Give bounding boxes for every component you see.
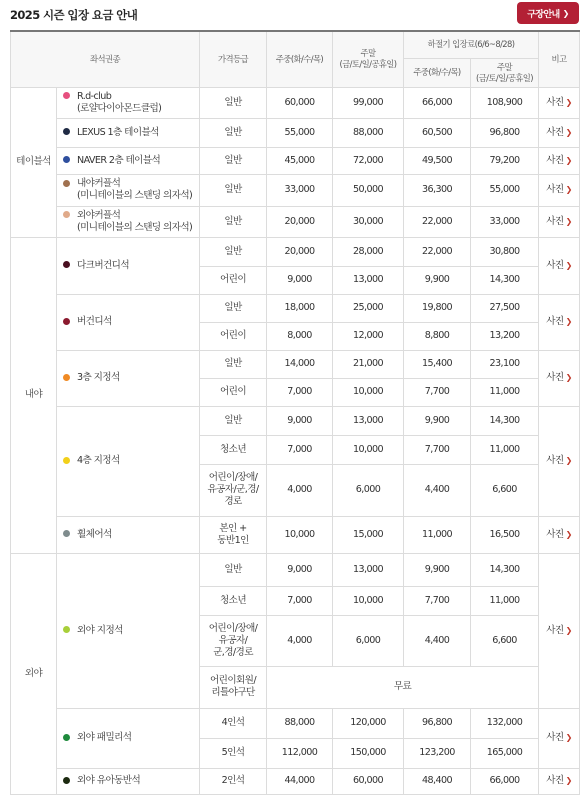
summer-weekend-price: 30,800: [471, 237, 539, 266]
seat-color-dot: [63, 777, 70, 784]
chevron-right-icon: ❯: [565, 260, 572, 270]
table-row: [11, 237, 580, 266]
table-row: [11, 206, 580, 237]
weekday-price: 88,000: [267, 708, 333, 738]
summer-weekday-price: 60,500: [404, 118, 471, 147]
weekend-price: 21,000: [333, 350, 404, 378]
summer-weekday-price: 66,000: [404, 87, 471, 118]
summer-weekday-price: 123,200: [404, 738, 471, 768]
seat-name: 외야 지정석: [77, 624, 123, 636]
weekend-price: 10,000: [333, 435, 404, 464]
seat-color-dot: [63, 128, 70, 135]
grade-cell: 어린이: [200, 322, 267, 350]
weekday-price: 45,000: [267, 147, 333, 174]
photo-link[interactable]: [539, 147, 580, 174]
photo-link[interactable]: [539, 118, 580, 147]
price-table: [10, 30, 580, 795]
weekday-price: 4,000: [267, 464, 333, 516]
summer-weekday-price: 11,000: [404, 516, 471, 553]
photo-link[interactable]: [539, 553, 580, 708]
grade-cell: 청소년: [200, 586, 267, 615]
weekday-price: 33,000: [267, 174, 333, 206]
weekend-price: 30,000: [333, 206, 404, 237]
summer-weekend-price: 13,200: [471, 322, 539, 350]
page-title: 2025 시즌 입장 요금 안내: [10, 8, 138, 22]
photo-link[interactable]: [539, 206, 580, 237]
seat-name: NAVER 2층 테이블석: [77, 154, 161, 166]
grade-cell: 일반: [200, 87, 267, 118]
summer-weekend-price: 108,900: [471, 87, 539, 118]
header-note: 비고: [539, 31, 580, 87]
summer-weekend-price: 165,000: [471, 738, 539, 768]
weekend-price: 10,000: [333, 586, 404, 615]
photo-link[interactable]: [539, 708, 580, 768]
weekday-price: 7,000: [267, 378, 333, 406]
page-header: [0, 0, 585, 30]
seat-name-cell: [57, 87, 200, 118]
seat-name: 외야 유아동반석: [77, 775, 141, 786]
weekday-price: 8,000: [267, 322, 333, 350]
table-row: [11, 87, 580, 118]
summer-weekend-price: 11,000: [471, 378, 539, 406]
header-summer-weekend: 주말 (금/토/일/공휴일): [471, 58, 539, 87]
photo-label: 사진: [546, 455, 564, 466]
summer-weekday-price: 22,000: [404, 237, 471, 266]
seat-name: 외야커플석: [77, 209, 121, 221]
weekday-price: 44,000: [267, 768, 333, 794]
summer-weekday-price: 22,000: [404, 206, 471, 237]
photo-label: 사진: [546, 316, 564, 327]
seat-chart-button-label: 구장안내: [527, 9, 560, 20]
photo-link[interactable]: [539, 516, 580, 553]
weekend-price: 15,000: [333, 516, 404, 553]
summer-weekend-price: 14,300: [471, 266, 539, 294]
seat-name-cell: [57, 294, 200, 350]
weekday-price: 14,000: [267, 350, 333, 378]
weekday-price: 9,000: [267, 553, 333, 586]
table-row: [11, 406, 580, 435]
weekend-price: 50,000: [333, 174, 404, 206]
photo-label: 사진: [546, 215, 564, 227]
seat-subtitle: (미니테이블의 스탠딩 의자석): [77, 221, 193, 233]
weekday-price: 55,000: [267, 118, 333, 147]
header-summer: 하절기 입장료(6/6~8/28): [404, 31, 539, 58]
seat-subtitle: (미니테이블의 스탠딩 의자석): [77, 190, 193, 201]
seat-name-cell: [57, 147, 200, 174]
weekday-price: 112,000: [267, 738, 333, 768]
weekday-price: 7,000: [267, 435, 333, 464]
seat-name: 휠체어석: [77, 528, 112, 540]
grade-cell: 일반: [200, 553, 267, 586]
summer-weekday-price: 9,900: [404, 266, 471, 294]
summer-weekend-price: 11,000: [471, 435, 539, 464]
summer-weekday-price: 15,400: [404, 350, 471, 378]
chevron-right-icon: ❯: [565, 317, 572, 326]
grade-cell: 어린이/장애/ 유공자/ 군,경/경로: [200, 615, 267, 666]
photo-link[interactable]: [539, 350, 580, 406]
seat-name: LEXUS 1층 테이블석: [77, 126, 159, 138]
grade-cell: 어린이: [200, 266, 267, 294]
photo-link[interactable]: [539, 294, 580, 350]
photo-link[interactable]: [539, 237, 580, 294]
weekend-price: 13,000: [333, 406, 404, 435]
seat-subtitle: (로얄다이아몬드클럽): [77, 102, 162, 114]
seat-name: R.d-club: [77, 90, 112, 102]
chevron-right-icon: ❯: [565, 373, 572, 382]
summer-weekend-price: 55,000: [471, 174, 539, 206]
seat-color-dot: [63, 156, 70, 163]
free-price-cell: 무료: [267, 666, 539, 708]
weekend-price: 6,000: [333, 464, 404, 516]
seat-color-dot: [63, 261, 70, 268]
weekday-price: 7,000: [267, 586, 333, 615]
summer-weekend-price: 66,000: [471, 768, 539, 794]
photo-label: 사진: [546, 154, 564, 166]
chevron-right-icon: ❯: [565, 529, 572, 539]
header-weekend: 주말 (금/토/일/공휴일): [333, 31, 404, 87]
summer-weekend-price: 96,800: [471, 118, 539, 147]
photo-label: 사진: [546, 372, 564, 383]
photo-label: 사진: [546, 624, 564, 636]
seat-name-cell: [57, 206, 200, 237]
category-cell: 내야: [11, 237, 57, 553]
photo-label: 사진: [546, 96, 564, 108]
header-seat: 좌석권종: [11, 31, 200, 87]
weekend-price: 6,000: [333, 615, 404, 666]
table-row: [11, 174, 580, 206]
photo-link[interactable]: [539, 406, 580, 516]
photo-label: 사진: [546, 259, 564, 271]
seat-name-cell: [57, 350, 200, 406]
summer-weekday-price: 4,400: [404, 464, 471, 516]
weekday-price: 10,000: [267, 516, 333, 553]
weekday-price: 9,000: [267, 266, 333, 294]
weekend-price: 60,000: [333, 768, 404, 794]
seat-color-dot: [63, 318, 70, 325]
chevron-right-icon: ❯: [565, 127, 572, 137]
summer-weekend-price: 14,300: [471, 406, 539, 435]
weekend-price: 10,000: [333, 378, 404, 406]
summer-weekday-price: 7,700: [404, 435, 471, 464]
grade-cell: 일반: [200, 237, 267, 266]
seat-name: 3층 지정석: [77, 372, 120, 383]
seat-name-cell: [57, 174, 200, 206]
photo-label: 사진: [546, 732, 564, 743]
weekday-price: 18,000: [267, 294, 333, 322]
grade-cell: 어린이/장애/ 유공자/군,경/ 경로: [200, 464, 267, 516]
summer-weekday-price: 48,400: [404, 768, 471, 794]
weekend-price: 99,000: [333, 87, 404, 118]
table-row: [11, 147, 580, 174]
weekend-price: 88,000: [333, 118, 404, 147]
seat-name-cell: [57, 118, 200, 147]
seat-name: 다크버건디석: [77, 259, 130, 271]
summer-weekday-price: 36,300: [404, 174, 471, 206]
chevron-right-icon: ❯: [565, 776, 572, 785]
weekend-price: 13,000: [333, 553, 404, 586]
seat-name-cell: [57, 406, 200, 516]
seat-color-dot: [63, 211, 70, 218]
grade-cell: 어린이회원/ 리틀야구단: [200, 666, 267, 708]
weekend-price: 150,000: [333, 738, 404, 768]
seat-color-dot: [63, 180, 70, 187]
summer-weekday-price: 7,700: [404, 378, 471, 406]
header-summer-weekday: 주중(화/수/목): [404, 58, 471, 87]
summer-weekend-price: 33,000: [471, 206, 539, 237]
grade-cell: 일반: [200, 350, 267, 378]
weekend-price: 13,000: [333, 266, 404, 294]
summer-weekend-price: 6,600: [471, 464, 539, 516]
photo-label: 사진: [546, 184, 564, 195]
seat-color-dot: [63, 374, 70, 381]
photo-label: 사진: [546, 126, 564, 138]
seat-name-cell: [57, 553, 200, 708]
photo-link[interactable]: [539, 87, 580, 118]
table-row: [11, 708, 580, 738]
weekend-price: 72,000: [333, 147, 404, 174]
table-row: [11, 516, 580, 553]
chevron-right-icon: ❯: [565, 733, 572, 742]
summer-weekend-price: 11,000: [471, 586, 539, 615]
price-table-body: [11, 87, 580, 794]
grade-cell: 4인석: [200, 708, 267, 738]
table-row: [11, 553, 580, 586]
grade-cell: 일반: [200, 174, 267, 206]
weekend-price: 28,000: [333, 237, 404, 266]
weekday-price: 60,000: [267, 87, 333, 118]
chevron-right-icon: ❯: [565, 625, 572, 635]
chevron-right-icon: ❯: [565, 456, 572, 465]
summer-weekend-price: 132,000: [471, 708, 539, 738]
header-weekday: 주중(화/수/목): [267, 31, 333, 87]
category-cell: 외야: [11, 553, 57, 794]
photo-label: 사진: [546, 528, 564, 540]
seat-name: 버건디석: [77, 316, 112, 327]
grade-cell: 본인 + 동반1인: [200, 516, 267, 553]
seat-color-dot: [63, 530, 70, 537]
grade-cell: 어린이: [200, 378, 267, 406]
seat-name: 4층 지정석: [77, 455, 120, 466]
chevron-right-icon: ❯: [565, 216, 572, 226]
summer-weekday-price: 8,800: [404, 322, 471, 350]
summer-weekend-price: 27,500: [471, 294, 539, 322]
summer-weekend-price: 14,300: [471, 553, 539, 586]
summer-weekday-price: 7,700: [404, 586, 471, 615]
table-row: [11, 350, 580, 378]
summer-weekday-price: 9,900: [404, 406, 471, 435]
seat-color-dot: [63, 457, 70, 464]
summer-weekday-price: 96,800: [404, 708, 471, 738]
grade-cell: 일반: [200, 406, 267, 435]
photo-link[interactable]: [539, 174, 580, 206]
grade-cell: 일반: [200, 294, 267, 322]
table-row: [11, 294, 580, 322]
chevron-right-icon: ❯: [565, 155, 572, 165]
grade-cell: 2인석: [200, 768, 267, 794]
seat-name-cell: [57, 768, 200, 794]
chevron-right-icon: ❯: [565, 185, 572, 194]
summer-weekend-price: 6,600: [471, 615, 539, 666]
weekday-price: 4,000: [267, 615, 333, 666]
header-grade: 가격등급: [200, 31, 267, 87]
grade-cell: 일반: [200, 147, 267, 174]
grade-cell: 일반: [200, 206, 267, 237]
photo-link[interactable]: [539, 768, 580, 794]
seat-color-dot: [63, 626, 70, 633]
summer-weekday-price: 4,400: [404, 615, 471, 666]
weekend-price: 120,000: [333, 708, 404, 738]
seat-chart-button[interactable]: [517, 2, 579, 24]
summer-weekend-price: 16,500: [471, 516, 539, 553]
weekday-price: 9,000: [267, 406, 333, 435]
weekend-price: 12,000: [333, 322, 404, 350]
seat-color-dot: [63, 734, 70, 741]
grade-cell: 5인석: [200, 738, 267, 768]
seat-name: 내야커플석: [77, 178, 121, 189]
grade-cell: 일반: [200, 118, 267, 147]
grade-cell: 청소년: [200, 435, 267, 464]
weekend-price: 25,000: [333, 294, 404, 322]
weekday-price: 20,000: [267, 237, 333, 266]
chevron-right-icon: ❯: [565, 97, 572, 107]
category-cell: 테이블석: [11, 87, 57, 237]
seat-name-cell: [57, 516, 200, 553]
seat-color-dot: [63, 92, 70, 99]
chevron-right-icon: ❯: [562, 8, 569, 18]
summer-weekday-price: 49,500: [404, 147, 471, 174]
summer-weekend-price: 23,100: [471, 350, 539, 378]
seat-name-cell: [57, 708, 200, 768]
weekday-price: 20,000: [267, 206, 333, 237]
table-row: [11, 118, 580, 147]
table-row: [11, 768, 580, 794]
summer-weekend-price: 79,200: [471, 147, 539, 174]
summer-weekday-price: 19,800: [404, 294, 471, 322]
seat-name: 외야 패밀리석: [77, 732, 132, 743]
photo-label: 사진: [546, 775, 564, 786]
summer-weekday-price: 9,900: [404, 553, 471, 586]
seat-name-cell: [57, 237, 200, 294]
